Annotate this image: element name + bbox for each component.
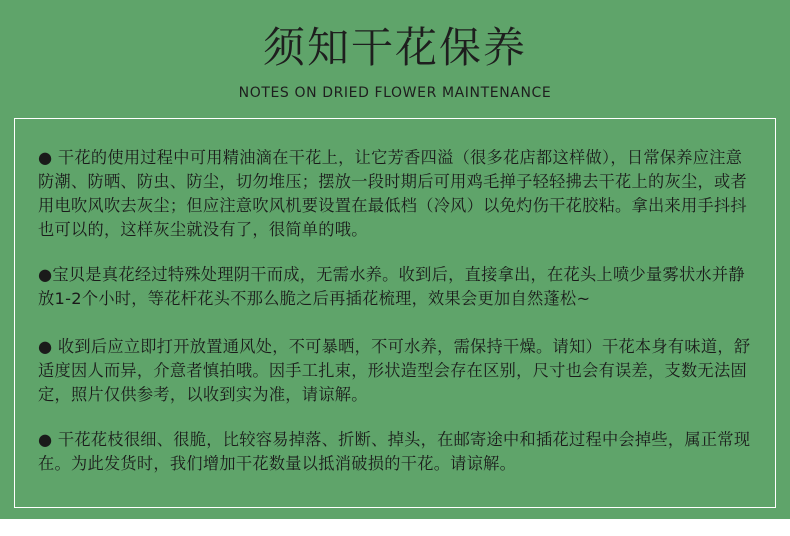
page-title: 须知干花保养 xyxy=(262,23,527,72)
paragraph-real-flower: ●宝贝是真花经过特殊处理阴干而成，无需水养。收到后，直接拿出，在花头上喷少量雾状水并静放1-2个小时，等花杆花头不那么脆之后再插花梳理，效果会更加自然蓬松~ xyxy=(38,265,745,308)
page-subtitle: NOTES ON DRIED FLOWER MAINTENANCE xyxy=(238,85,552,101)
paragraph-fragility: ● 干花花枝很细、很脆，比较容易掉落、折断、掉头，在邮寄途中和插花过程中会掉些，属正常现在。为此发货时，我们增加干花数量以抵消破损的干花。请谅解。 xyxy=(38,430,751,473)
paragraph-storage: ● 收到后应立即打开放置通风处，不可暴晒，不可水养，需保持干燥。请知）干花本身有味道，舒适度因人而异，介意者慎拍哦。因手工扎束，形状造型会存在区别，尺寸也会有误差，支数无法固定，照片仅供参考，以收到实为准，请谅解。 xyxy=(38,337,751,404)
paragraph-care-tips: ● 干花的使用过程中可用精油滴在干花上，让它芳香四溢（很多花店都这样做），日常保养应注意防潮、防晒、防虫、防尘，切勿堆压；摆放一段时期后可用鸡毛掸子轻轻拂去干花上的灰尘，或者用电吹风吹去灰尘；但应注意吹风机要设置在最低档（冷风）以免灼伤干花胶粘。拿出来用手抖抖也可以的，这样灰尘就没有了，很简单的哦。 xyxy=(38,148,747,239)
